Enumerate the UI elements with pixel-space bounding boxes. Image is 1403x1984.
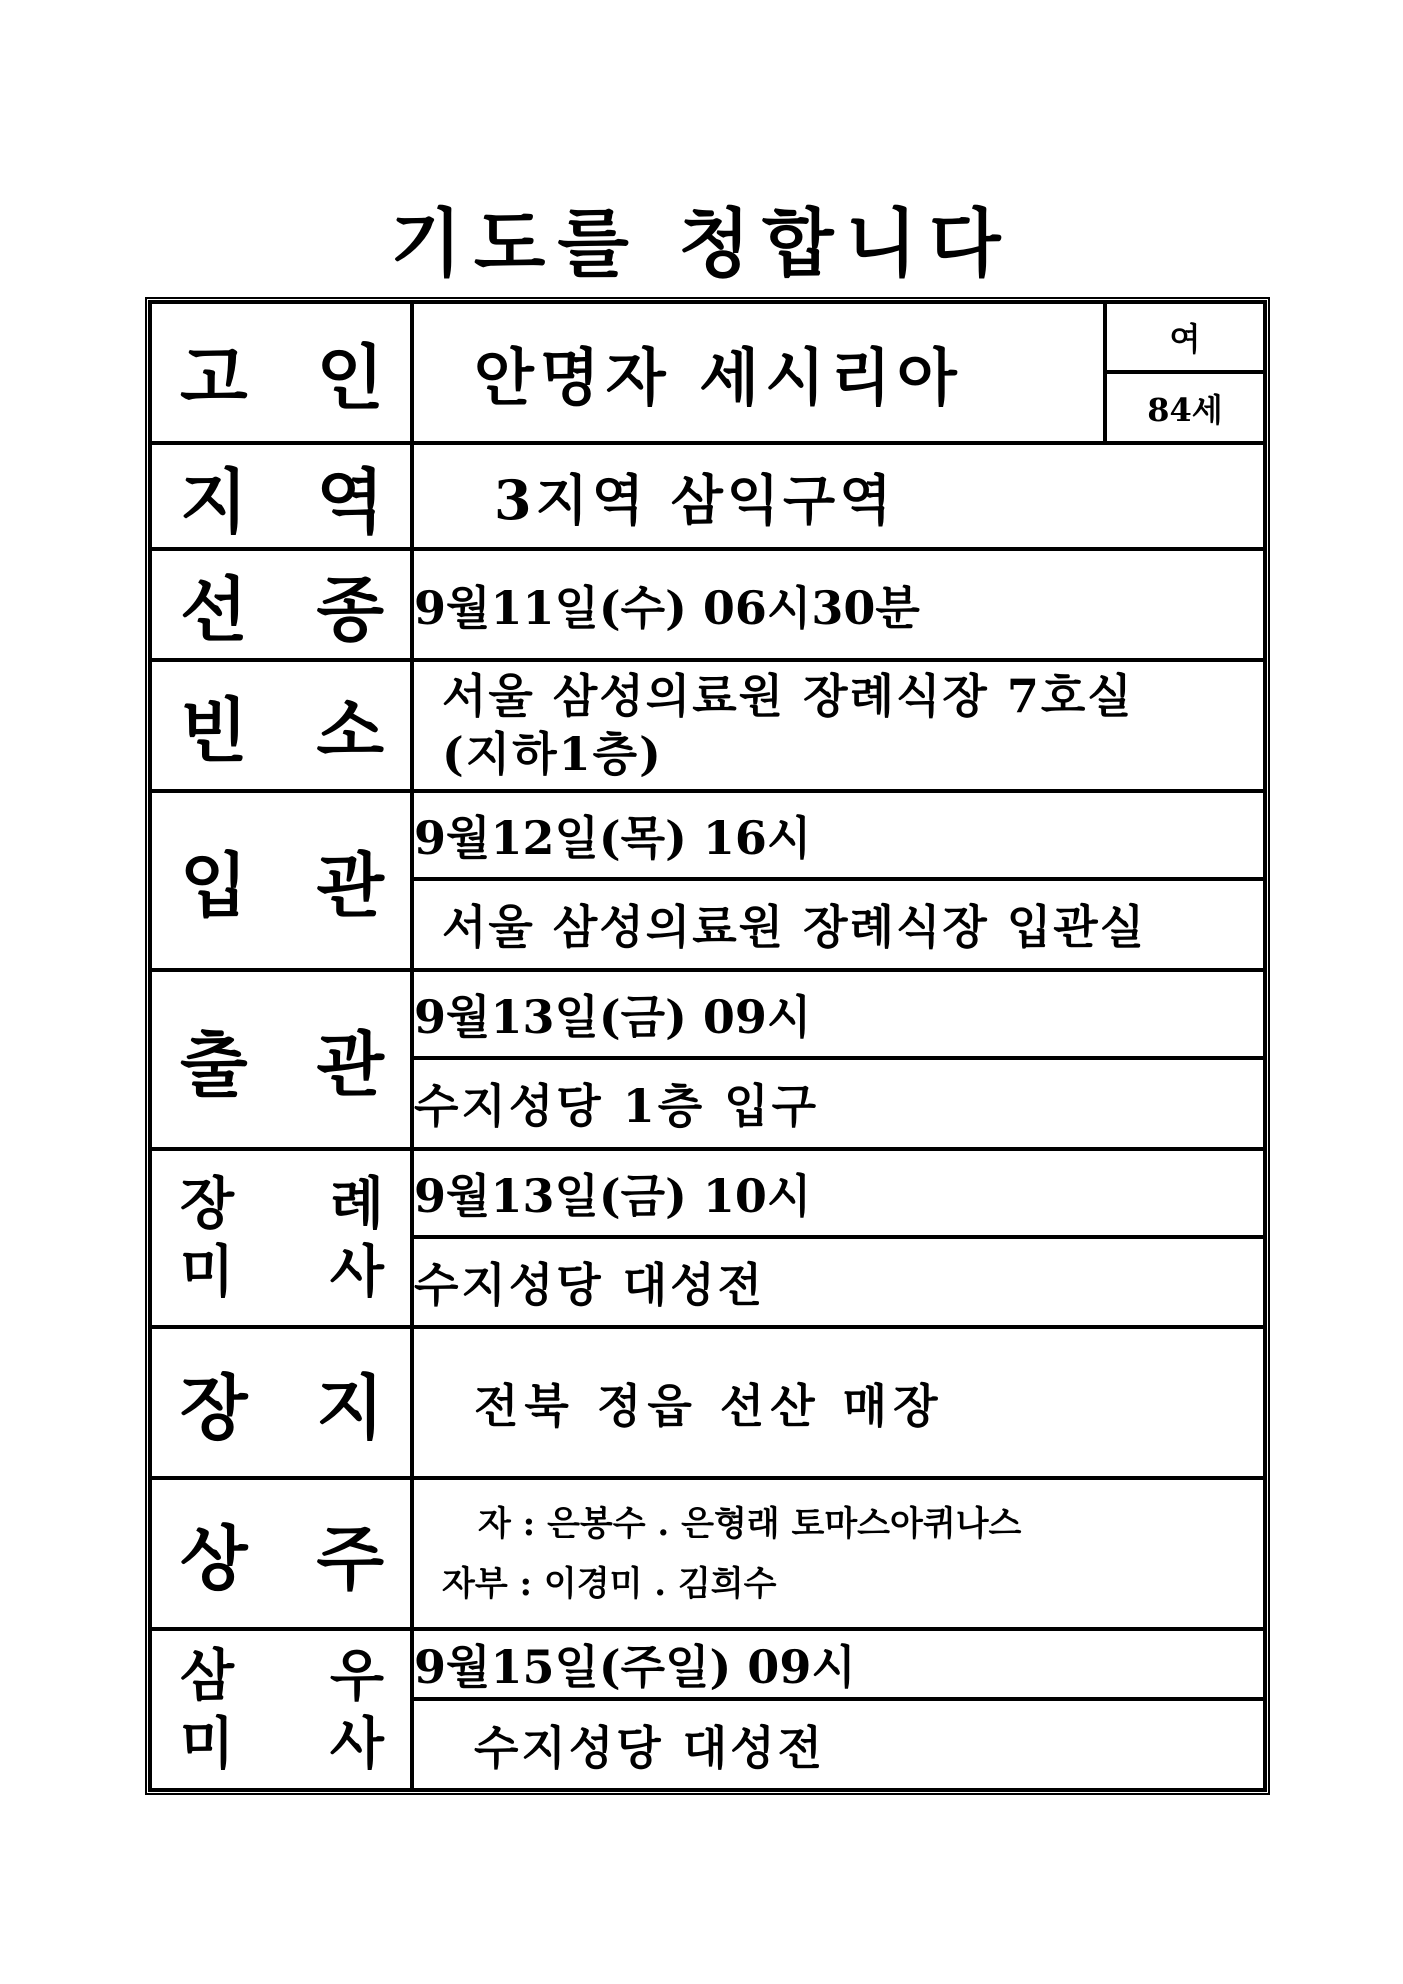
mourners-daughters-in-law: 자부 : 이경미 . 김희수 (442, 1563, 777, 1604)
death-datetime: 9월11일(수) 06시30분 (412, 549, 1265, 660)
burial-place: 전북 정읍 선산 매장 (412, 1327, 1265, 1478)
deceased-gender: 여 (1105, 302, 1265, 372)
region-value: 3지역 삼익구역 (412, 443, 1265, 550)
funeral-mass-time: 9월13일(금) 10시 (412, 1149, 1265, 1237)
departure-label: 출 관 (150, 970, 412, 1149)
deceased-age: 84세 (1105, 372, 1265, 442)
deceased-name: 안명자 세시리아 (412, 302, 1105, 443)
mortuary-line1: 서울 삼성의료원 장례식장 7호실 (442, 669, 1134, 724)
funeral-mass-place: 수지성당 대성전 (412, 1237, 1265, 1327)
encoffin-time: 9월12일(목) 16시 (412, 791, 1265, 879)
region-label: 지 역 (150, 443, 412, 550)
departure-place: 수지성당 1층 입구 (412, 1058, 1265, 1148)
mortuary-label: 빈 소 (150, 660, 412, 791)
mourners-list (412, 1478, 1265, 1629)
mortuary-line2: (지하1층) (442, 727, 663, 782)
encoffin-place: 서울 삼성의료원 장례식장 입관실 (412, 879, 1265, 969)
mourners-sons: 자 : 은봉수 . 은형래 토마스아퀴나스 (478, 1503, 1022, 1544)
encoffin-label: 입 관 (150, 791, 412, 970)
burial-label: 장 지 (150, 1327, 412, 1478)
departure-time: 9월13일(금) 09시 (412, 970, 1265, 1058)
funeral-mass-label: 장 례 미 사 (150, 1149, 412, 1328)
deceased-label: 고 인 (150, 302, 412, 443)
third-day-mass-place: 수지성당 대성전 (412, 1699, 1265, 1790)
death-label: 선 종 (150, 549, 412, 660)
funeral-notice-table (145, 297, 1270, 1795)
third-day-mass-time: 9월15일(주일) 09시 (412, 1629, 1265, 1699)
page-title: 기도를 청합니다 (390, 201, 1013, 287)
mourners-label: 상 주 (150, 1478, 412, 1629)
third-day-mass-label: 삼 우 미 사 (150, 1629, 412, 1790)
mortuary-value (412, 660, 1265, 791)
